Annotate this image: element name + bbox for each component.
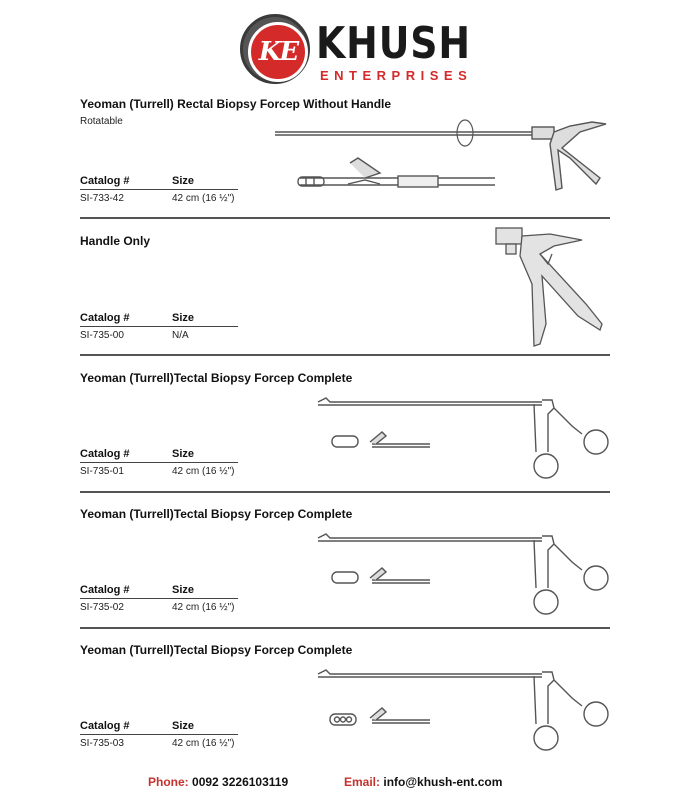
header-rule <box>80 598 238 599</box>
size-header: Size <box>172 312 195 324</box>
handle-only-image <box>490 224 620 354</box>
catalog-header: Catalog # <box>80 448 130 460</box>
phone-label: Phone: <box>148 775 189 789</box>
section-divider <box>80 217 610 219</box>
product-title: Yeoman (Turrell) Rectal Biopsy Forcep Without Handle <box>80 97 392 111</box>
size-value: N/A <box>172 330 189 341</box>
size-value: 42 cm (16 ½") <box>172 193 235 204</box>
header-rule <box>80 189 238 190</box>
catalog-header: Catalog # <box>80 584 130 596</box>
size-header: Size <box>172 448 195 460</box>
size-header: Size <box>172 584 195 596</box>
logo-monogram: KE <box>248 22 308 82</box>
forcep-without-handle-image <box>270 118 610 208</box>
footer-email <box>344 775 502 789</box>
catalog-header: Catalog # <box>80 720 130 732</box>
size-header: Size <box>172 720 195 732</box>
phone-number[interactable]: 0092 3226103119 <box>192 775 289 789</box>
email-link[interactable]: info@khush-ent.com <box>383 775 503 789</box>
catalog-header: Catalog # <box>80 312 130 324</box>
logo-emblem <box>240 14 310 84</box>
header-rule <box>80 734 238 735</box>
section-divider <box>80 627 610 629</box>
forcep-complete-image <box>314 664 614 756</box>
catalog-number: SI-733-42 <box>80 193 124 204</box>
product-title: Yeoman (Turrell)Tectal Biopsy Forcep Complete <box>80 371 353 385</box>
product-subtitle: Rotatable <box>80 116 123 127</box>
brand-name: KHUSH <box>316 18 471 69</box>
forcep-complete-image <box>314 392 614 484</box>
catalog-number: SI-735-02 <box>80 602 124 613</box>
email-label: Email: <box>344 775 381 789</box>
catalog-number: SI-735-03 <box>80 738 124 749</box>
product-title: Yeoman (Turrell)Tectal Biopsy Forcep Complete <box>80 643 353 657</box>
section-divider <box>80 491 610 493</box>
footer-phone <box>148 775 288 789</box>
catalog-number: SI-735-00 <box>80 330 124 341</box>
header-rule <box>80 462 238 463</box>
brand-tagline: ENTERPRISES <box>320 68 473 83</box>
forcep-complete-image <box>314 528 614 620</box>
size-value: 42 cm (16 ½") <box>172 466 235 477</box>
product-title: Handle Only <box>80 234 151 248</box>
header-rule <box>80 326 238 327</box>
catalog-number: SI-735-01 <box>80 466 124 477</box>
size-value: 42 cm (16 ½") <box>172 602 235 613</box>
product-title: Yeoman (Turrell)Tectal Biopsy Forcep Complete <box>80 507 353 521</box>
size-value: 42 cm (16 ½") <box>172 738 235 749</box>
catalog-header: Catalog # <box>80 175 130 187</box>
section-divider <box>80 354 610 356</box>
brand-logo <box>240 14 480 84</box>
size-header: Size <box>172 175 195 187</box>
